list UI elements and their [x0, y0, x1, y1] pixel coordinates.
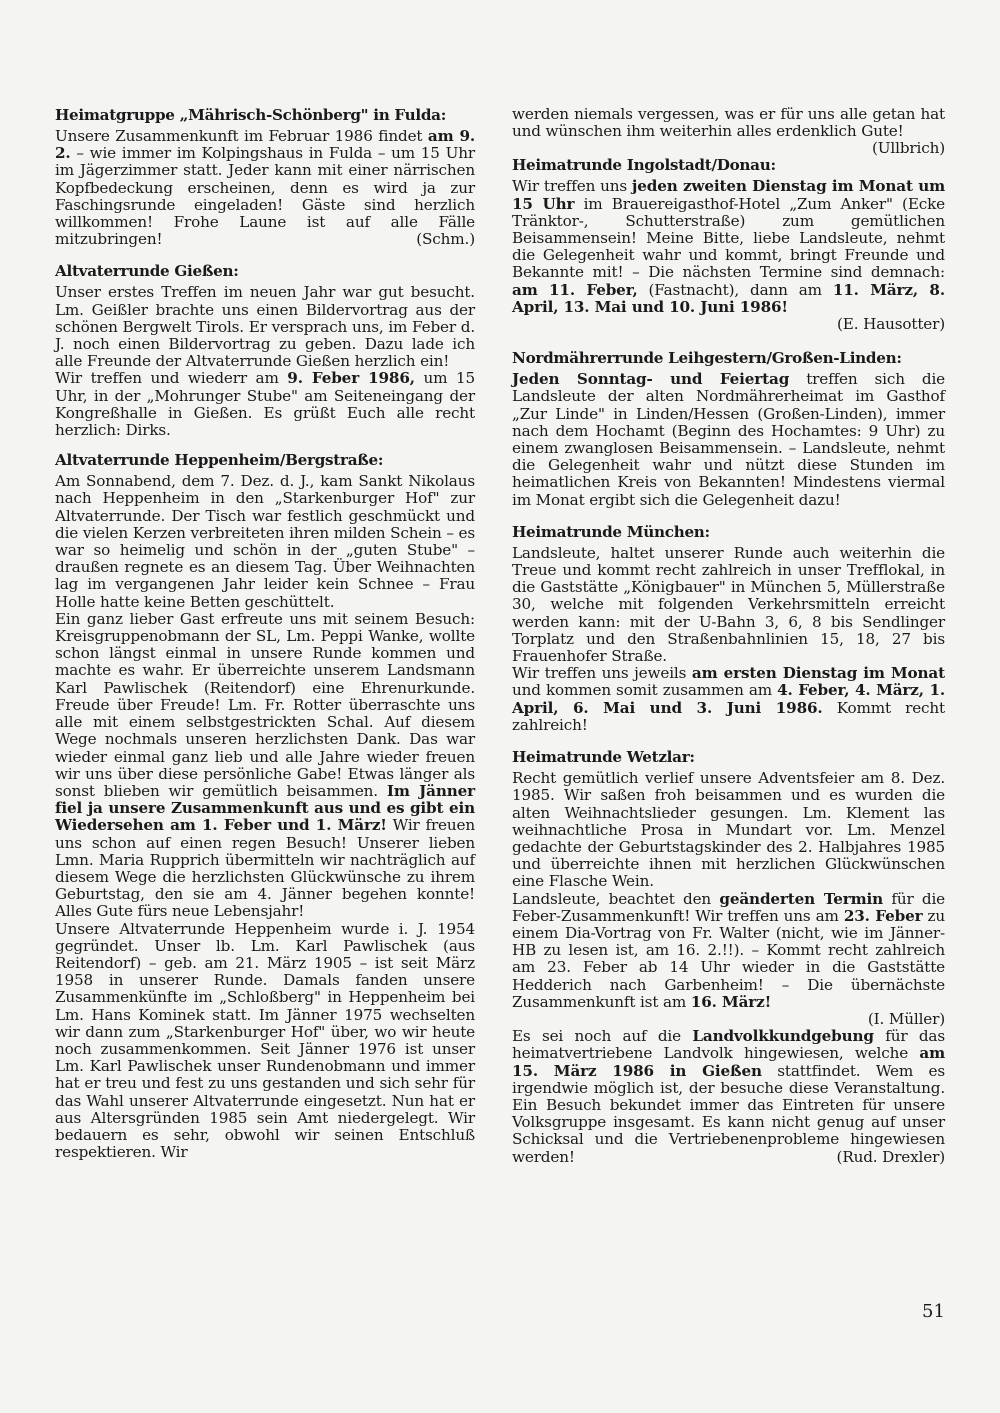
section-heppenheim — [55, 451, 475, 1161]
signature: (E. Hausotter) — [837, 315, 945, 334]
section-heading: Altvaterrunde Heppenheim/Bergstraße: — [55, 451, 384, 470]
signature: (I. Müller) — [867, 1009, 945, 1028]
section-paragraph — [55, 128, 475, 248]
text: Wir treffen uns jeweils — [512, 664, 692, 683]
text: um 15 Uhr, in der „Mohrunger Stube" am Seiteneingang der Kongreßhalle in Gießen. Es grüßt Euch alle recht herzlich: Dirks. — [55, 369, 475, 440]
text: Wir treffen und wiederr am — [55, 369, 288, 388]
bold-text: am 11. Feber, — [512, 280, 638, 299]
bold-text: 23. Feber — [843, 906, 923, 925]
text: Landsleute, beachtet den — [512, 889, 720, 908]
section-heading: Heimatgruppe „Mährisch-Schönberg" in Fulda: — [55, 106, 447, 124]
section-heading: Heimatrunde Ingolstadt/Donau: — [512, 156, 776, 175]
bold-text: Jeden Sonntag- und Feiertag — [512, 370, 790, 389]
bold-text: 4. Feber, 4. März, 1. April, 6. Mai und 3. Juni 1986. — [512, 681, 946, 717]
text: Wir freuen uns schon auf einen regen Besuch! Unserer lieben Lmn. Maria Rupprich übermitteln wir nachträglich auf diesem Wege die herzlichsten Glückwünsche zu ihrem Geburtstag, den sie am 4. Jänner begehen konnte! Alles Gute fürs neue Lebensjahr! — [55, 816, 475, 921]
section-heading: Heimatrunde Wetzlar: — [512, 748, 695, 767]
section-paragraph — [512, 891, 945, 1011]
section-heading: Heimatrunde München: — [512, 522, 710, 541]
bold-text: am ersten Dienstag im Monat — [691, 664, 945, 683]
bold-text: Landvolkkundgebung — [692, 1027, 874, 1046]
section-heppenheim-continued — [512, 105, 945, 158]
bold-text: 16. März! — [690, 992, 772, 1011]
section-muenchen — [512, 523, 945, 734]
signature: (Schm.) — [416, 230, 475, 249]
page-number: 51 — [922, 1301, 945, 1322]
text: treffen sich die Landsleute der alten Nordmährerheimat im Gasthof „Zur Linde" in Linden/Hessen (Großen-Linden), immer nach dem Hochamt (Beginn des Hochamtes: 9 Uhr) zu einem zwanglosen Beisammensein. – Landsleute, nehmt die Gelegenheit wahr und nützt diese Stunden im heimatlichen Kreis von Bekannten! Mindestens viermal im Monat ergibt sich die Gelegenheit dazu! — [512, 370, 945, 509]
section-heading: Nordmährerrunde Leihgestern/Großen-Linden: — [512, 349, 902, 368]
text: Kommt recht zahlreich! — [512, 698, 945, 734]
text: für das heimatvertriebene Landvolk hingewiesen, welche — [512, 1027, 945, 1063]
bold-text: jeden zweiten Dienstag im Monat um 15 Uhr — [512, 177, 946, 213]
text: Wir treffen uns — [512, 177, 632, 196]
section-leihgestern — [512, 349, 945, 509]
text: (Fastnacht), dann am — [637, 280, 833, 299]
section-paragraph: Recht gemütlich verlief unsere Adventsfeier am 8. Dez. 1985. Wir saßen froh beisammen und es wurden die alten Weihnachtslieder gesungen. Lm. Klement las weihnachtliche Prosa in Mundart vor. Lm. Menzel gedachte der Geburtstagskinder des 2. Halbjahres 1985 und überreichte ihnen mit herzlichen Glückwünschen eine Flasche Wein. — [512, 769, 945, 891]
section-paragraph: Am Sonnabend, dem 7. Dez. d. J., kam Sankt Nikolaus nach Heppenheim in den „Starkenburger Hof" zur Altvaterrunde. Der Tisch war festlich geschmückt und die vielen Kerzen verbreiteten ihren milden Schein – es war so heimelig und schön in der „guten Stube" – draußen regnete es an diesem Tag. Über Weihnachten lag im vergangenen Jahr leider kein Schnee – Frau Holle hatte keine Betten geschüttelt. — [55, 472, 475, 611]
left-column — [55, 106, 475, 1161]
text: und kommen somit zusammen am — [512, 681, 778, 700]
section-paragraph — [55, 370, 475, 439]
section-paragraph: Unsere Altvaterrunde Heppenheim wurde i. J. 1954 gegründet. Unser lb. Lm. Karl Pawlischek (aus Reitendorf) – geb. am 21. März 1905 – ist seit März 1958 in unserer Runde. Damals fanden unsere Zusammenkünfte im „Schloßberg" in Heppenheim bei Lm. Hans Kominek statt. Im Jänner 1975 wechselten wir dann zum „Starkenburger Hof" über, wo wir heute noch zusammenkommen. Seit Jänner 1976 ist unser Lm. Karl Pawlischek unser Rundenobmann und immer hat er treu und fest zu uns gestanden und sich sehr für das Wahl unserer Altvaterrunde eingesetzt. Nun hat er aus Altersgründen 1985 sein Amt niedergelegt. Wir bedauern es sehr, obwohl wir seinen Entschluß respektieren. Wir — [55, 919, 475, 1162]
text: Unsere Zusammenkunft im Februar 1986 findet — [55, 127, 428, 145]
bold-text: geänderten Termin — [719, 889, 884, 908]
bold-text: 9. Feber 1986, — [287, 369, 415, 388]
text: im Brauereigasthof-Hotel „Zum Anker" (Ecke Tränktor-, Schutterstraße) zum gemütlichen Beisammensein! Meine Bitte, liebe Landsleute, nehmt die Gelegenheit wahr und kommt, bringt Freunde und Bekannte mit! – Die nächsten Termine sind demnach: — [512, 194, 945, 282]
text: Es sei noch auf die — [512, 1027, 693, 1046]
text: werden niemals vergessen, was er für uns alle getan hat und wünschen ihm weiterhin alles erdenklich Gute! — [512, 105, 945, 141]
signature: (Ullbrich) — [872, 139, 945, 158]
section-paragraph: Unser erstes Treffen im neuen Jahr war gut besucht. Lm. Geißler brachte uns einen Bildervortrag aus der schönen Bergwelt Tirols. Er versprach uns, im Feber d. J. noch einen Bildervortrag zu geben. Dazu lade ich alle Freunde der Altvaterrunde Gießen herzlich ein! — [55, 283, 475, 371]
right-column — [512, 106, 945, 1166]
bold-text: 11. März, 8. April, 13. Mai und 10. Juni 1986! — [512, 280, 945, 316]
bold-text: am 15. März 1986 in Gießen — [512, 1044, 945, 1080]
section-ingolstadt — [512, 156, 945, 333]
bold-text: Im Jänner fiel ja unsere Zusammenkunft aus und es gibt ein Wiedersehen am 1. Feber und 1. März! — [55, 781, 475, 835]
section-paragraph — [512, 1028, 945, 1166]
text: für die Feber-Zusammenkunft! Wir treffen uns am — [512, 889, 945, 925]
section-wetzlar — [512, 748, 945, 1166]
section-giessen — [55, 262, 475, 439]
bold-text: am 9. 2. — [55, 127, 475, 163]
text: Ein ganz lieber Gast erfreute uns mit seinem Besuch: Kreisgruppenobmann der SL, Lm. Peppi Wanke, wollte schon längst einmal in unsere Runde kommen und machte es wahr. Er überreichte unserem Landsmann Karl Pawlischek (Reitendorf) eine Ehrenurkunde. Freude über Freude! Lm. Fr. Rotter überraschte uns alle mit einem selbstgestrickten Schal. Auf diesem Wege nochmals unseren herzlichsten Dank. Das war wieder einmal ganz lieb und alle Jahre wieder freuen wir uns über diese persönliche Gabe! Etwas länger als sonst blieben wir gemütlich beisammen. — [55, 609, 475, 800]
section-paragraph — [512, 105, 945, 158]
section-paragraph — [512, 371, 945, 509]
text: zu einem Dia-Vortrag von Fr. Walter (nicht, wie im Jänner-HB zu lesen ist, am 16. 2.!!). – Kommt recht zahlreich am 23. Feber ab 14 Uhr wieder in die Gaststätte Hedderich nach Garbenheim! – Die übernächste Zusammenkunft ist am — [512, 906, 945, 1011]
section-fulda — [55, 106, 475, 248]
text: – wie immer im Kolpingshaus in Fulda – um 15 Uhr im Jägerzimmer statt. Jeder kann mit einer närrischen Kopfbedeckung erscheinen, denn es wird ja zur Faschingsrunde eingeladen! Gäste sind herzlich willkommen! Frohe Laune ist auf alle Fälle mitzubringen! — [55, 144, 475, 249]
signature: (Rud. Drexler) — [836, 1147, 945, 1166]
section-paragraph: Landsleute, haltet unserer Runde auch weiterhin die Treue und kommt recht zahlreich in unser Trefflokal, in die Gaststätte „Königbauer" in München 5, Müllerstraße 30, welche mit folgenden Verkehrsmitteln erreicht werden kann: mit der U-Bahn 3, 6, 8 bis Sendlinger Torplatz und den Straßenbahnlinien 15, 18, 27 bis Frauenhofer Straße. — [512, 543, 945, 666]
section-heading: Altvaterrunde Gießen: — [55, 262, 239, 281]
section-paragraph — [55, 611, 475, 921]
section-paragraph — [512, 178, 945, 316]
section-paragraph — [512, 665, 945, 734]
text: stattfindet. Wem es irgendwie möglich ist, der besuche diese Veranstaltung. Ein Besuch bekundet immer das Eintreten für unsere Volksgruppe insgesamt. Es kann nicht genug auf unser Schicksal und die Vertriebenenprobleme hingewiesen werden! — [512, 1061, 945, 1166]
